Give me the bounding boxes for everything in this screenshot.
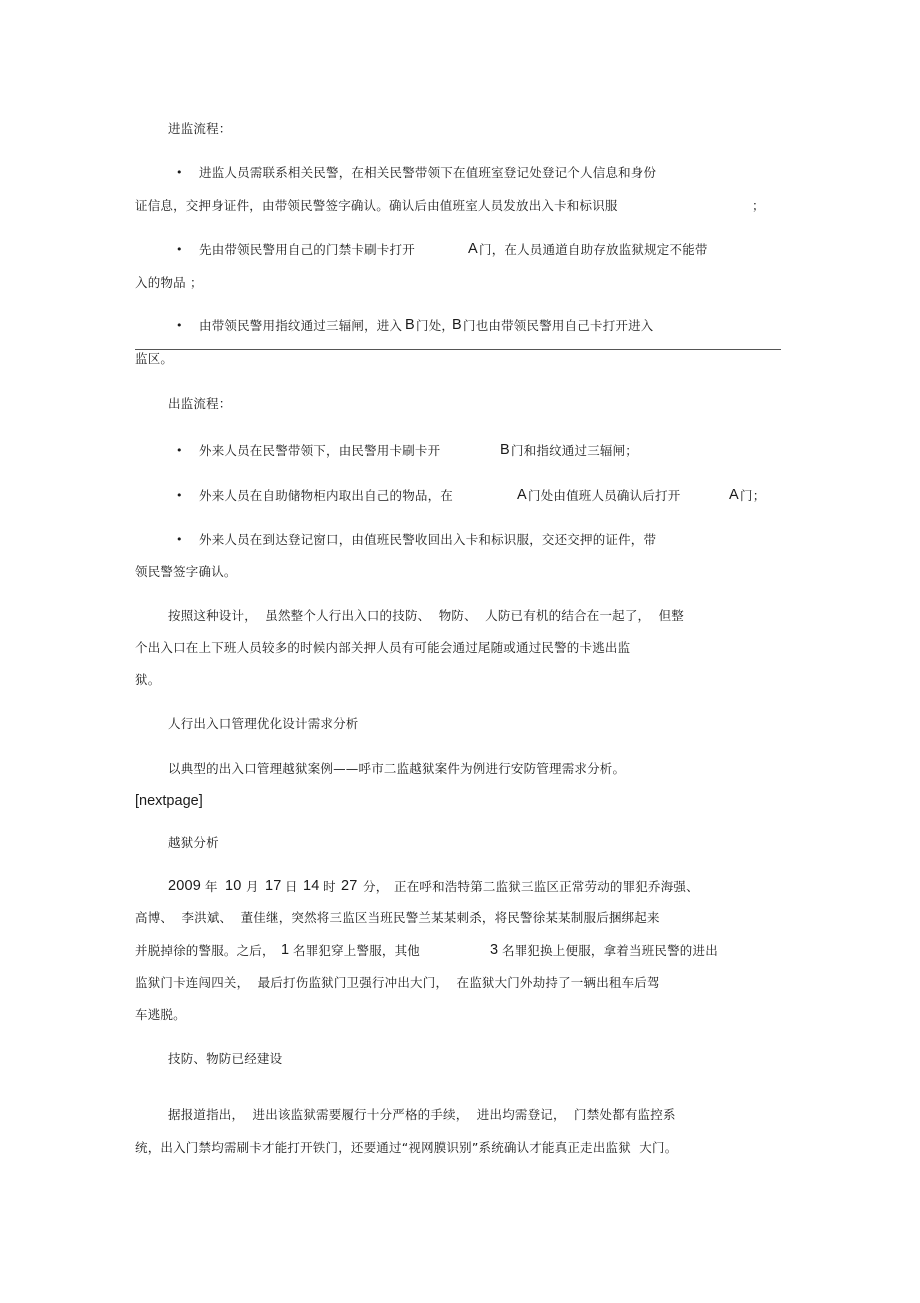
paragraph-3-line-1-rest: 正在呼和浩特第二监狱三监区正常劳动的罪犯乔海强、: [394, 879, 699, 894]
divider-line: [135, 349, 781, 350]
incident-minute-unit: 分，: [363, 879, 389, 894]
exit-bullet-3-line-1: 外来人员在到达登记窗口，由值班民警收回出入卡和标识服，交还交押的证件，带: [199, 532, 657, 547]
paragraph-1-line-1: 按照这种设计， 虽然整个人行出入口的技防、 物防、 人防已有机的结合在一起了， 但整: [168, 608, 684, 623]
paragraph-1-line-3: 狱。: [135, 672, 161, 687]
incident-minute: 27: [341, 878, 358, 894]
paragraph-2: 以典型的出入口管理越狱案例——呼市二监越狱案件为例进行安防管理需求分析。: [168, 761, 626, 776]
paragraph-3-count-1: 1: [281, 942, 290, 958]
section-heading-analysis: 人行出入口管理优化设计需求分析: [168, 716, 359, 731]
entry-heading: 进监流程：: [168, 121, 232, 136]
exit-bullet-2c: 门处由值班人员确认后打开: [528, 488, 681, 503]
exit-heading: 出监流程：: [168, 396, 232, 411]
paragraph-3-line-3a: 并脱掉徐的警服。之后，: [135, 943, 275, 958]
entry-bullet-3-door-b: B: [405, 317, 415, 333]
incident-year-unit: 年: [205, 879, 218, 894]
incident-year: 2009: [168, 878, 202, 894]
entry-bullet-1-line-2: 证信息，交押身证件，由带领民警签字确认。确认后由值班室人员发放出入卡和标识服: [135, 198, 618, 213]
bullet-dot-icon: •: [176, 243, 183, 256]
entry-bullet-1-semicolon: ；: [752, 198, 765, 213]
incident-day-unit: 日: [285, 879, 298, 894]
nextpage-marker: [nextpage]: [135, 793, 203, 809]
section-heading-escape: 越狱分析: [168, 835, 219, 850]
paragraph-3-line-2: 高博、 李洪斌、 董佳继，突然将三监区当班民警兰某某刺杀，将民警徐某某制服后捆绑起来: [135, 910, 660, 925]
exit-bullet-2e: 门；: [740, 488, 766, 503]
paragraph-3-line-5: 车逃脱。: [135, 1007, 186, 1022]
bullet-dot-icon: •: [176, 489, 183, 502]
entry-bullet-3-line-1a: 由带领民警用指纹通过三辐闸，进入: [199, 318, 403, 333]
exit-bullet-2a: 外来人员在自助储物柜内取出自己的物品，在: [199, 488, 454, 503]
bullet-dot-icon: •: [176, 166, 183, 179]
paragraph-3-line-4: 监狱门卡连闯四关， 最后打伤监狱门卫强行冲出大门， 在监狱大门外劫持了一辆出租车后驾: [135, 975, 660, 990]
paragraph-3-line-3e: 名罪犯换上便服，拿着当班民警的进出: [502, 943, 718, 958]
paragraph-4-line-1: 据报道指出， 进出该监狱需要履行十分严格的手续， 进出均需登记， 门禁处都有监控系: [168, 1107, 676, 1122]
entry-bullet-2-line-1c: 门，在人员通道自助存放监狱规定不能带: [479, 242, 708, 257]
entry-bullet-3-line-1e: 门也由带领民警用自己卡打开进入: [463, 318, 654, 333]
entry-bullet-3-line-1c: 门处，: [416, 318, 455, 333]
entry-bullet-3-door-b-2: B: [452, 317, 462, 333]
paragraph-4-line-2: 统，出入门禁均需刷卡才能打开铁门，还要通过“视网膜识别”系统确认才能真正走出监狱 大门。: [135, 1140, 678, 1155]
incident-hour-unit: 时: [323, 879, 336, 894]
incident-hour: 14: [303, 878, 320, 894]
bullet-dot-icon: •: [176, 319, 183, 332]
paragraph-1-line-2: 个出入口在上下班人员较多的时候内部关押人员有可能会通过尾随或通过民警的卡逃出监: [135, 640, 631, 655]
section-heading-built: 技防、物防已经建设: [168, 1051, 283, 1066]
entry-bullet-2-line-1a: 先由带领民警用自己的门禁卡刷卡打开: [199, 242, 415, 257]
exit-bullet-1c: 门和指纹通过三辐闸；: [511, 443, 639, 458]
paragraph-3-count-3: 3: [490, 942, 499, 958]
entry-bullet-2-line-2: 入的物品 ；: [135, 275, 203, 290]
exit-bullet-1a: 外来人员在民警带领下，由民警用卡刷卡开: [199, 443, 441, 458]
exit-bullet-2-door-a-2: A: [729, 487, 739, 503]
paragraph-3-line-3c: 名罪犯穿上警服，其他: [293, 943, 421, 958]
entry-bullet-3-line-2: 监区。: [135, 351, 174, 366]
bullet-dot-icon: •: [176, 444, 183, 457]
exit-bullet-2-door-a: A: [517, 487, 527, 503]
incident-day: 17: [265, 878, 282, 894]
incident-month: 10: [225, 878, 242, 894]
exit-bullet-3-line-2: 领民警签字确认。: [135, 564, 237, 579]
entry-bullet-2-door-a: A: [468, 241, 478, 257]
bullet-dot-icon: •: [176, 533, 183, 546]
incident-month-unit: 月: [246, 879, 259, 894]
entry-bullet-1-line-1: 进监人员需联系相关民警，在相关民警带领下在值班室登记处登记个人信息和身份: [199, 165, 657, 180]
exit-bullet-1-door-b: B: [500, 442, 510, 458]
